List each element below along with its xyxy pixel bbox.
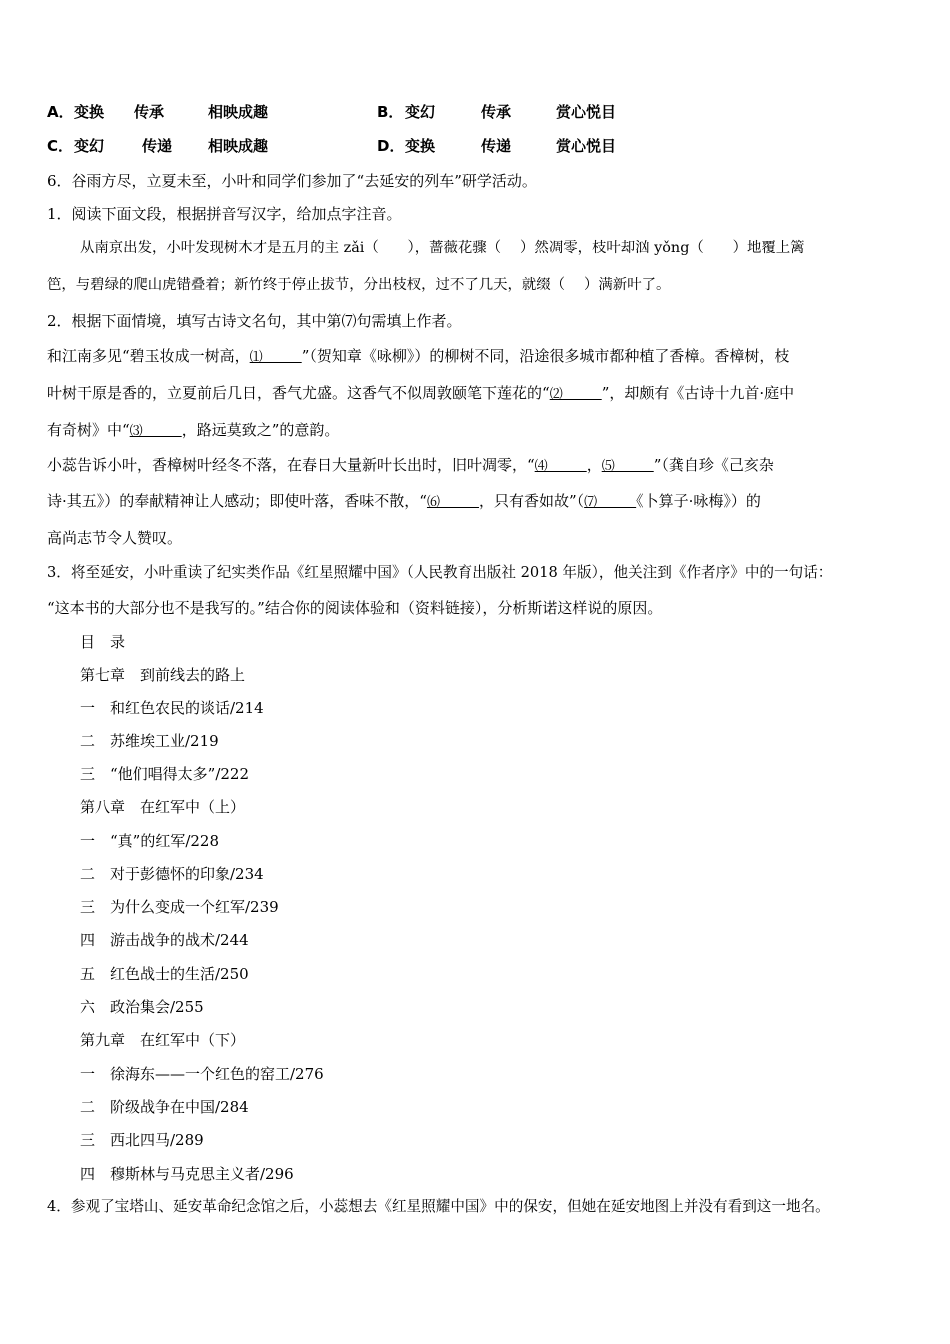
- part-4-line-1: 4．参观了宝塔山、延安革命纪念馆之后，小蕊想去《红星照耀中国》中的保安，但她在延安地图上并没有看到这一地名。: [47, 1198, 830, 1215]
- blank-6[interactable]: ⑹: [426, 495, 479, 510]
- option-c-word-2: 传递: [142, 137, 173, 155]
- option-a-word-3: 相映成趣: [208, 103, 269, 121]
- toc-item: 一 和红色农民的谈话/214: [80, 699, 264, 717]
- toc-chapter-7: 第七章 到前线去的路上: [80, 666, 246, 684]
- option-row-2: [47, 136, 927, 158]
- part-2-line-5: [47, 491, 761, 513]
- part-2-line-5-text-mid: ，只有香如故”（: [478, 492, 585, 510]
- part-2-line-1: [47, 346, 789, 368]
- option-a-word-2: 传承: [134, 103, 165, 121]
- toc-item: 二 阶级战争在中国/284: [80, 1098, 249, 1116]
- part-2-line-4-text-a: 小蕊告诉小叶，香樟树叶经冬不落，在春日大量新叶长出时，旧叶凋零，“: [47, 456, 535, 474]
- part-2-line-2: [47, 383, 794, 405]
- part-2-line-1-text-b: ”（贺知章《咏柳》）的柳树不同，沿途很多城市都种植了香樟。香樟树，枝: [301, 347, 790, 365]
- part-2-line-6: 高尚志节令人赞叹。: [47, 529, 183, 547]
- part-1-line-2: 笆，与碧绿的爬山虎错叠着；新竹终于停止拔节，分出枝杈，过不了几天，就缀（ ）满新叶了。: [47, 277, 671, 293]
- part-3-line-1: 3．将至延安，小叶重读了纪实类作品《红星照耀中国》（人民教育出版社 2018 年版），他关注到《作者序》中的一句话：: [47, 564, 833, 581]
- option-d-word-3: 赏心悦目: [556, 137, 617, 155]
- part-2-line-2-text-a: 叶树干原是香的，立夏前后几日，香气尤盛。这香气不似周敦颐笔下莲花的“: [47, 384, 550, 402]
- option-d-label: D．: [377, 137, 405, 155]
- toc-item: 三 西北四马/289: [80, 1131, 204, 1149]
- blank-4[interactable]: ⑷: [534, 459, 587, 474]
- option-b-label: B．: [377, 103, 404, 121]
- option-d-word-1: 变换: [405, 137, 436, 155]
- option-b-word-2: 传承: [481, 103, 512, 121]
- part-2-line-4: [47, 455, 774, 477]
- blank-7[interactable]: ⑺: [584, 495, 637, 510]
- part-2-line-5-text-b: 《卜算子·咏梅》）的: [636, 492, 761, 510]
- toc-item: 三 “他们唱得太多”/222: [80, 765, 250, 783]
- blank-2[interactable]: ⑵: [549, 387, 602, 402]
- part-2-line-4-text-b: ”（龚自珍《己亥杂: [653, 456, 774, 474]
- option-b-word-1: 变幻: [405, 103, 436, 121]
- blank-3[interactable]: ⑶: [129, 424, 182, 439]
- toc-item: 四 穆斯林与马克思主义者/296: [80, 1165, 294, 1183]
- toc-item: 一 徐海东——一个红色的窑工/276: [80, 1065, 324, 1083]
- part-1-line-1: 从南京出发，小叶发现树木才是五月的主 zǎi（ ），蔷薇花骤（ ）然凋零，枝叶却汹 yǒng（ ）地覆上篱: [80, 240, 805, 256]
- toc-item: 二 苏维埃工业/219: [80, 732, 219, 750]
- part-2-line-2-text-b: ”，却颇有《古诗十九首·庭中: [601, 384, 795, 402]
- toc-item: 五 红色战士的生活/250: [80, 965, 249, 983]
- toc-item: 三 为什么变成一个红军/239: [80, 898, 279, 916]
- toc-title: 目 录: [80, 633, 126, 651]
- part-2-line-4-sep: ，: [586, 456, 602, 474]
- part-2-line-3-text-b: ，路远莫致之”的意韵。: [181, 421, 340, 439]
- question-6-intro: 6．谷雨方尽，立夏未至，小叶和同学们参加了“去延安的列车”研学活动。: [47, 172, 537, 190]
- part-3-line-2: “这本书的大部分也不是我写的。”结合你的阅读体验和（资料链接），分析斯诺这样说的原因。: [47, 599, 663, 617]
- toc-item: 六 政治集会/255: [80, 998, 204, 1016]
- blank-1[interactable]: ⑴: [249, 350, 302, 365]
- option-a-label: A．: [47, 103, 74, 121]
- part-2-title: 2．根据下面情境，填写古诗文名句，其中第⑺句需填上作者。: [47, 312, 462, 330]
- part-2-line-3-text-a: 有奇树》中“: [47, 421, 130, 439]
- option-c-label: C．: [47, 137, 74, 155]
- blank-5[interactable]: ⑸: [601, 459, 654, 474]
- part-2-line-3: [47, 420, 339, 442]
- option-d-word-2: 传递: [481, 137, 512, 155]
- part-2-line-5-text-a: 诗·其五》）的奉献精神让人感动；即使叶落，香味不散，“: [47, 492, 427, 510]
- toc-chapter-8: 第八章 在红军中（上）: [80, 798, 246, 816]
- part-2-line-1-text-a: 和江南多见“碧玉妆成一树高，: [47, 347, 250, 365]
- option-a-word-1: 变换: [74, 103, 105, 121]
- option-row-1: [47, 102, 927, 124]
- part-1-title: 1．阅读下面文段，根据拼音写汉字，给加点字注音。: [47, 205, 402, 223]
- option-b-word-3: 赏心悦目: [556, 103, 617, 121]
- toc-item: 一 “真”的红军/228: [80, 832, 220, 850]
- option-c-word-1: 变幻: [74, 137, 105, 155]
- toc-chapter-9: 第九章 在红军中（下）: [80, 1031, 246, 1049]
- toc-item: 二 对于彭德怀的印象/234: [80, 865, 264, 883]
- option-c-word-3: 相映成趣: [208, 137, 269, 155]
- toc-item: 四 游击战争的战术/244: [80, 931, 249, 949]
